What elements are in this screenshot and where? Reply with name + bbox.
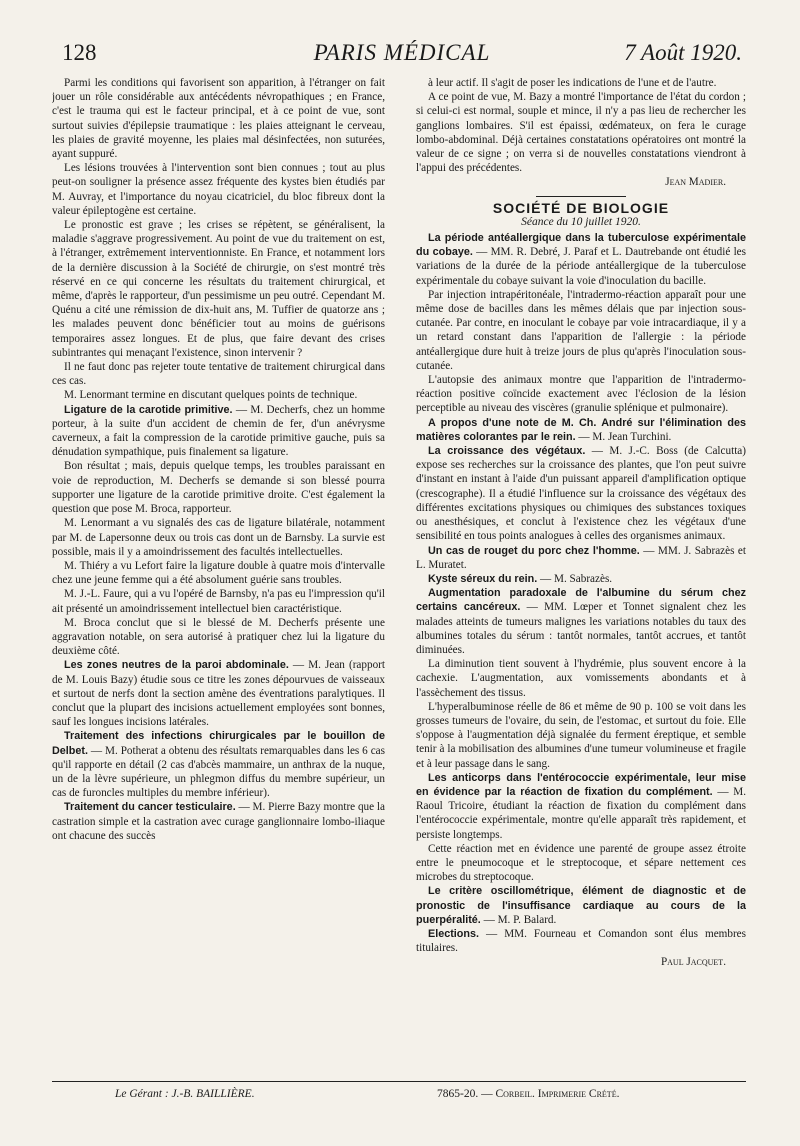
paragraph: Le pronostic est grave ; les crises se répètent, se généralisent, la maladie s'aggrave progressivement. Au point de vue du traitement on est, à l'étranger, extrêmement interventionniste. En France, et notamment lors de la dernière discussion à la Société de chirurgie, on s'est montré très réservé en ce qui concerne les résultats du traitement chirurgical, et même, d'après le rapporteur, d'un pessimisme un peu outré. Cependant M. Quénu a cité une rémission de dix-huit ans, M. Tuffier de quatorze ans ; les malades peuvent donc bénéficier tout au moins de guérisons temporaires assez longues. Et de plus, que faire devant des crises subintrantes qui menaçant l'existence, sinon intervenir ? — [52, 219, 385, 359]
page-number: 128 — [62, 40, 97, 65]
paragraph: Bon résultat ; mais, depuis quelque temps, les troubles paraissant en voie de reproduction, M. Decherfs se demande si son blessé pourra supporter une ligature de la carotide primitive droite. C'est également la question que pose M. Broca, rapporteur. — [52, 460, 385, 516]
article-paragraph — [52, 729, 385, 800]
article-text: — M. Pierre Bazy montre que la castration simple et la castration avec curage ganglionnaire lombo-iliaque ont chacune des succès — [52, 801, 385, 842]
article-paragraph — [52, 800, 385, 843]
issue-date: 7 Août 1920. — [624, 40, 742, 65]
article-text: — MM. J. Sabrazès et L. Muratet. — [416, 544, 746, 571]
journal-title: PARIS MÉDICAL — [313, 40, 491, 65]
article-heading: Le critère oscillométrique, élément de diagnostic et de pronostic de l'insuffisance cardiaque au cours de la puerpéralité. — [416, 885, 746, 926]
author-signature: Jean Madier. — [665, 176, 726, 189]
article-paragraph — [416, 586, 746, 657]
article-paragraph — [416, 231, 746, 288]
article-heading: Elections. — [428, 927, 480, 940]
paragraph: à leur actif. Il s'agit de poser les indications de l'une et de l'autre. — [428, 77, 717, 89]
article-text: — MM. Lœper et Tonnet signalent chez les malades atteints de tumeurs malignes les variations notables du taux des albumines totales du sérum : tantôt normales, tantôt accrues, et tantôt diminuées. — [416, 601, 746, 656]
section-title: SOCIÉTÉ DE BIOLOGIE — [492, 199, 670, 216]
paragraph: L'autopsie des animaux montre que l'apparition de l'intradermo-réaction positive coïncide exactement avec l'éclosion de la lésion perceptible au niveau des viscères (granulie splénique et pulmonaire). — [416, 374, 746, 415]
article-heading: Traitement des infections chirurgicales par le bouillon de Delbet. — [52, 730, 385, 757]
article-heading: Augmentation paradoxale de l'albumine du sérum chez certains cancéreux. — [416, 587, 746, 614]
paragraph: M. Lenormant a vu signalés des cas de ligature bilatérale, notamment par M. de Lapersonne deux ou trois cas dont un de Barnsby. La survie est possible, mais il y a amoindrissement des facultés intellectuelles. — [52, 517, 385, 558]
article-heading: Les zones neutres de la paroi abdominale. — [64, 659, 289, 672]
paragraph: M. Broca conclut que si le blessé de M. Decherfs présente une aggravation notable, on sera autorisé à pratiquer chez lui la ligature du deuxième côté. — [52, 616, 385, 658]
article-paragraph — [416, 416, 746, 444]
section-divider — [536, 196, 626, 197]
article-paragraph — [416, 927, 746, 955]
article-text: — M. Raoul Tricoire, étudiant la réaction de fixation du complément dans l'entérococcie expérimentale, montre qu'elle apparaît très rapidement, et persiste longtemps. — [416, 785, 746, 841]
article-paragraph — [416, 444, 746, 543]
article-text: — M. J.-C. Boss (de Calcutta) expose ses recherches sur la croissance des plantes, que l'on peut suivre d'instant en instant à l'aide d'un puissant appareil d'amplification optique (crescographe). Il a étudié l'influence sur la croissance des végétaux des différentes excitations physiques ou chimiques des substances toxiques ou anesthésiques, et conclut à l'existence chez les végétaux d'une sensibilité en tous points analogues à celles des organismes animaux. — [416, 445, 746, 543]
article-heading: La croissance des végétaux. — [428, 445, 586, 458]
article-paragraph — [52, 403, 385, 460]
article-heading: La période antéallergique dans la tuberculose expérimentale du cobaye. — [416, 232, 746, 259]
footer-divider — [52, 1081, 746, 1082]
paragraph: M. Thiéry a vu Lefort faire la ligature double à quatre mois d'intervalle chez une jeune femme qui a été absolument guérie sans troubles. — [52, 559, 385, 587]
article-text: — MM. R. Debré, J. Paraf et L. Dautrebande ont étudié les variations de la durée de la période antéallergique de la tuberculose expérimentale du cobaye suivant la voie d'inoculation du bacille. — [416, 246, 746, 287]
author-signature: Paul Jacquet. — [660, 956, 726, 969]
article-heading: Les anticorps dans l'entérococcie expérimentale, leur mise en évidence par la réaction de fixation du complément. — [416, 771, 746, 798]
paragraph: L'hyperalbuminose réelle de 86 et même de 90 p. 100 se voit dans les grosses tumeurs de l'ovaire, du sein, de l'estomac, et surtout du foie. Elle s'oppose à l'augmentation déjà signalée du ferment éreptique, et semble tenir à la mobilisation des albumines d'une tumeur volumineuse et fragile et à leur passage dans le sang. — [416, 700, 746, 770]
article-paragraph — [416, 572, 746, 586]
article-text: — M. Sabrazès. — [537, 572, 613, 585]
paragraph: Cette réaction met en évidence une parenté de groupe assez étroite entre le pneumocoque et le streptocoque, et sépare nettement ces microbes du streptocoque. — [416, 842, 746, 884]
paragraph: Par injection intrapéritonéale, l'intradermo-réaction apparaît pour une même dose de bacilles dans les mêmes délais que par injection sous-cutanée. Par contre, en inoculant le cobaye par voie intracardiaque, il y a un retard constant dans l'apparition de l'allergie : la période antéallergique dure huit à treize jours de plus qu'après l'inoculation sous-cutanée. — [416, 288, 746, 372]
paragraph: M. Lenormant termine en discutant quelques points de technique. — [64, 389, 358, 402]
article-text: — MM. Fourneau et Comandon sont élus membres titulaires. — [416, 927, 746, 955]
paragraph: La diminution tient souvent à l'hydrémie, plus souvent encore à la cachexie. L'augmentation, aux vomissements abondants et à l'assèchement des tissus. — [416, 658, 746, 699]
running-header — [62, 40, 742, 74]
right-column — [416, 76, 746, 1076]
article-text: — M. Decherfs, chez un homme porteur, à la suite d'un accident de chemin de fer, d'un anévrysme caverneux, a fait la compression de la carotide primitive gauche, puis sa dénudation sympathique, puis finalement sa ligature. — [52, 403, 385, 459]
paragraph: A ce point de vue, M. Bazy a montré l'importance de l'état du cordon ; si celui-ci est normal, souple et mince, il n'y a pas lieu de rechercher les ganglions lombaires. S'il est épaissi, œdémateux, on fera le curage lombo-abdominal. Déjà certaines constatations opératoires ont montré la valeur de ce signe ; on verra si de nouvelles constatations viendront à l'appui des précédentes. — [416, 91, 746, 175]
article-paragraph — [52, 658, 385, 729]
paragraph: Il ne faut donc pas rejeter toute tentative de traitement chirurgical dans ces cas. — [52, 361, 385, 388]
left-column — [52, 76, 385, 1076]
article-heading: Un cas de rouget du porc chez l'homme. — [428, 544, 640, 557]
paragraph: Les lésions trouvées à l'intervention sont bien connues ; tout au plus peut-on souligner la présence assez fréquente des kystes bien étudiés par M. Auvray, et l'importance du noyau cicatriciel, du bloc fibreux dont la valeur épileptogène est certaine. — [52, 162, 385, 217]
article-text: — M. P. Balard. — [480, 913, 557, 926]
article-heading: Ligature de la carotide primitive. — [64, 403, 233, 416]
article-heading: Traitement du cancer testiculaire. — [64, 801, 236, 814]
session-date: Séance du 10 juillet 1920. — [521, 215, 641, 228]
article-text: — M. Jean (rapport de M. Louis Bazy) étudie sous ce titre les zones dépourvues de vaisseaux et surtout de nerfs dont la section amène des éventrations paralytiques. Il conclut que la plupart des incisions actuellement employées sont bonnes, sauf les longues incisions latérales. — [52, 659, 385, 729]
footer-printer: 7865-20. — Corbeil. Imprimerie Crété. — [437, 1088, 620, 1100]
article-heading: A propos d'une note de M. Ch. André sur l'élimination des matières colorantes par le rein. — [416, 416, 746, 443]
article-paragraph — [416, 884, 746, 927]
paragraph: M. J.-L. Faure, qui a vu l'opéré de Barnsby, n'a pas eu l'impression qu'il ait présenté un amoindrissement intellectuel bien caractéristique. — [52, 588, 385, 615]
paragraph: Parmi les conditions qui favorisent son apparition, à l'étranger on fait jouer un rôle considérable aux antécédents névropathiques ; en France, c'est le trauma qui est le facteur principal, et à ce point de vue, sont surtout suivies d'épilepsie traumatique : les plaies atteignant le cerveau, les plaies de gravité moyenne, les plaies mal désinfectées, non suturées, ayant suppuré. — [52, 77, 385, 161]
footer-publisher: Le Gérant : J.-B. BAILLIÈRE. — [115, 1088, 255, 1100]
article-text: — M. Potherat a obtenu des résultats remarquables dans les 6 cas qu'il rapporte en détail (2 cas d'abcès mammaire, un anthrax de la nuque, un de la lèvre supérieure, un phlegmon diffus du membre supérieur, un cas de furoncles multiples du membre inférieur). — [52, 744, 385, 800]
article-heading: Kyste séreux du rein. — [428, 572, 538, 585]
article-text: — M. Jean Turchini. — [575, 430, 672, 443]
article-paragraph — [416, 544, 746, 572]
article-paragraph — [416, 771, 746, 842]
